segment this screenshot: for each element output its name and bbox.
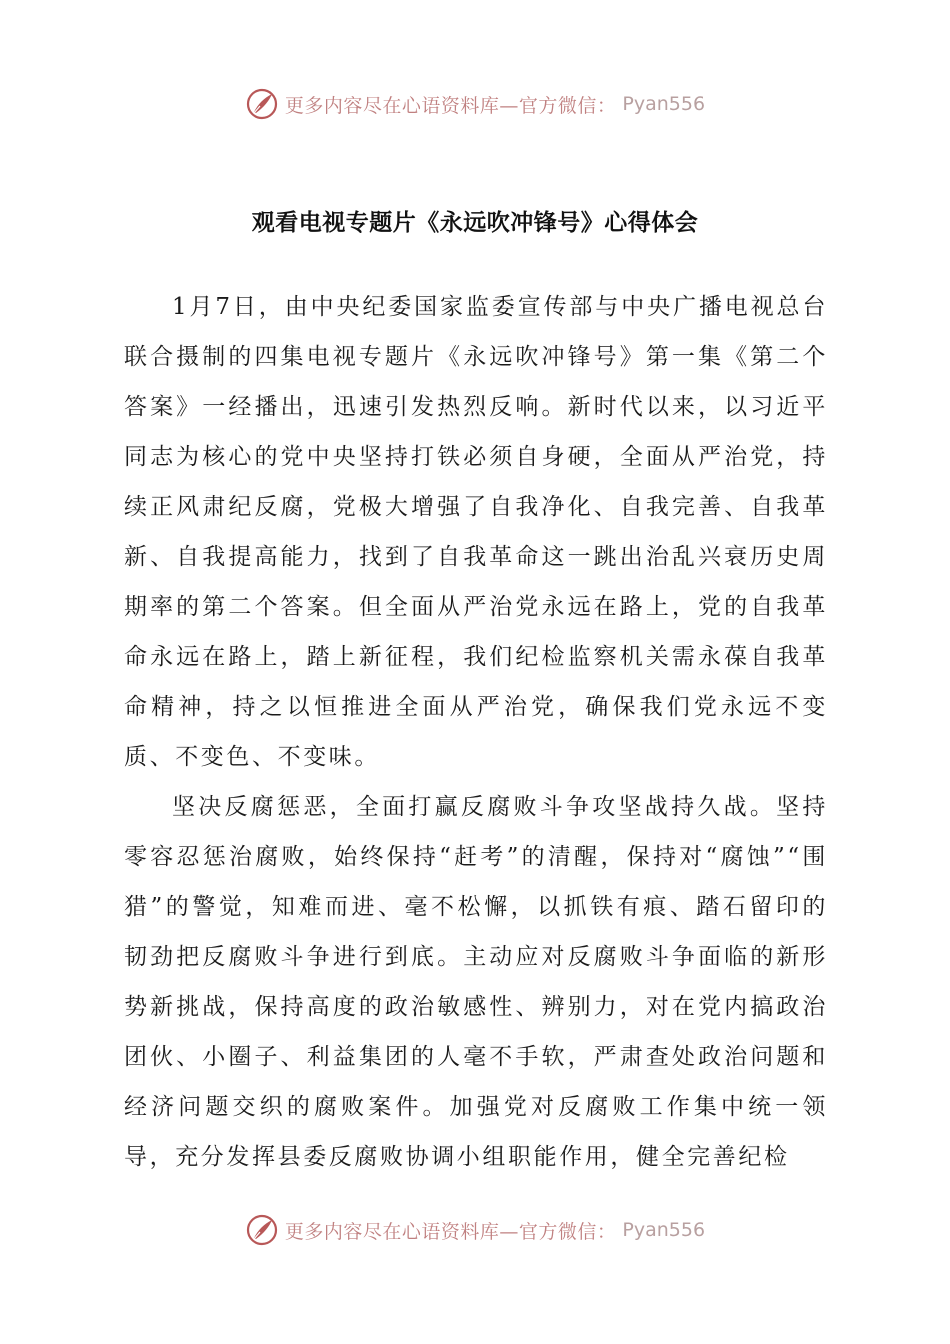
watermark-slogan: 更多内容尽在心语资料库—官方微信：: [284, 1220, 617, 1243]
watermark-contact: Pyan556: [622, 93, 706, 115]
watermark-slogan: 更多内容尽在心语资料库—官方微信：: [284, 94, 617, 117]
body-paragraph: 坚决反腐惩恶，全面打赢反腐败斗争攻坚战持久战。坚持零容忍惩治腐败，始终保持“赶考”的清醒，保持对“腐蚀”“围猎”的警觉，知难而进、毫不松懈，以抓铁有痕、踏石留印的韧劲把反腐败斗争进行到底。主动应对反腐败斗争面临的新形势新挑战，保持高度的政治敏感性、辨别力，对在党内搞政治团伙、小圈子、利益集团的人毫不手软，严肃查处政治问题和经济问题交织的腐败案件。加强党对反腐败工作集中统一领导，充分发挥县委反腐败协调小组职能作用，健全完善纪检: [124, 794, 828, 1170]
watermark-contact: Pyan556: [622, 1219, 706, 1241]
footer-watermark-banner: [0, 1210, 950, 1250]
document-title: 观看电视专题片《永远吹冲锋号》心得体会: [251, 210, 699, 236]
quill-pen-logo-icon: [245, 87, 279, 121]
document-body: [124, 282, 828, 1182]
quill-pen-logo-icon: [245, 1213, 279, 1247]
body-paragraph: 1月7日，由中央纪委国家监委宣传部与中央广播电视总台联合摄制的四集电视专题片《永远吹冲锋号》第一集《第二个答案》一经播出，迅速引发热烈反响。新时代以来，以习近平同志为核心的党中央坚持打铁必须自身硬，全面从严治党，持续正风肃纪反腐，党极大增强了自我净化、自我完善、自我革新、自我提高能力，找到了自我革命这一跳出治乱兴衰历史周期率的第二个答案。但全面从严治党永远在路上，党的自我革命永远在路上，踏上新征程，我们纪检监察机关需永葆自我革命精神，持之以恒推进全面从严治党，确保我们党永远不变质、不变色、不变味。: [124, 294, 828, 770]
header-watermark-banner: [0, 84, 950, 124]
